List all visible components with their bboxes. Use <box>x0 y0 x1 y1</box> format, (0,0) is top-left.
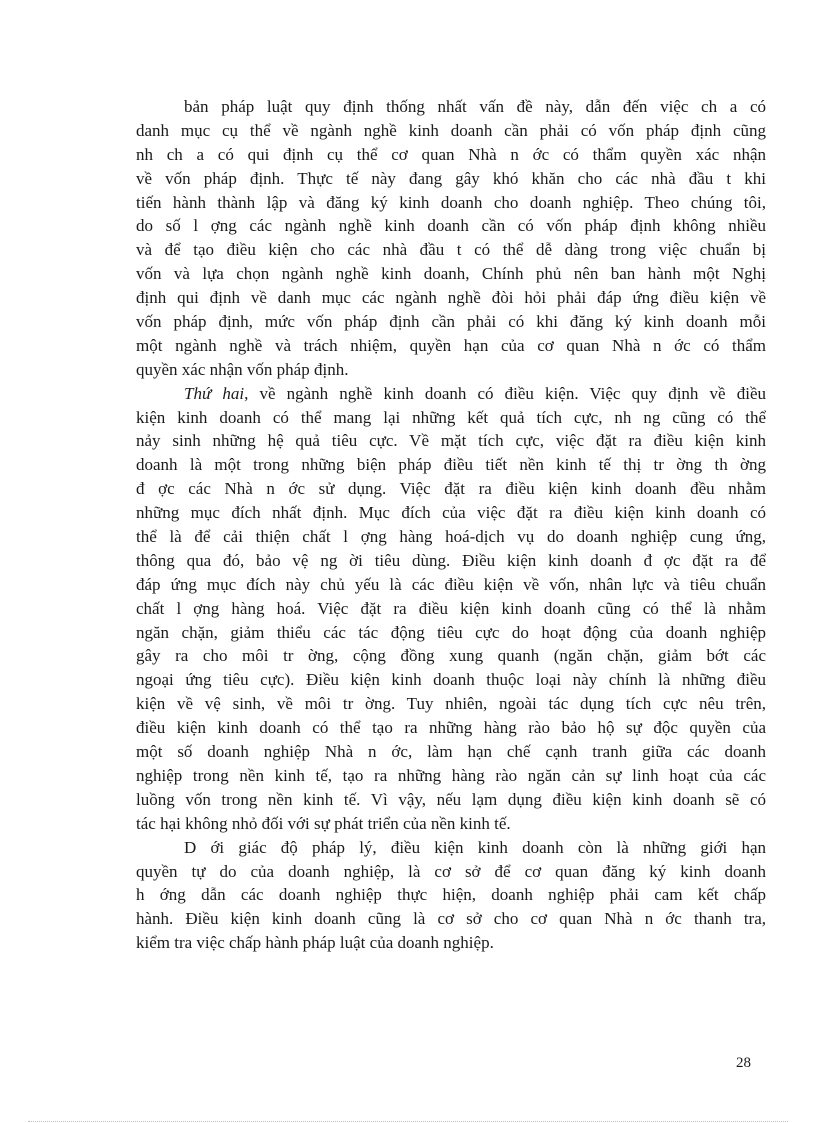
text-line: thông qua đó, bảo vệ ng ời tiêu dùng. Điều kiện kinh doanh đ ợc đặt ra để <box>136 550 766 570</box>
paragraph-2 <box>136 382 766 836</box>
text-line: kiểm tra việc chấp hành pháp luật của doanh nghiệp. <box>136 933 494 953</box>
text-line: vốn pháp định, mức vốn pháp định cần phải có khi đăng ký kinh doanh mỗi <box>136 312 766 332</box>
text-line: và để tạo điều kiện cho các nhà đầu t có thể dễ dàng trong việc chuẩn bị <box>136 240 766 260</box>
text-line: thể là để cải thiện chất l ợng hàng hoá-dịch vụ do doanh nghiệp cung ứng, <box>136 527 766 547</box>
text-line: đ ợc các Nhà n ớc sử dụng. Việc đặt ra điều kiện kinh doanh đều nhằm <box>136 479 766 499</box>
text-line: do số l ợng các ngành nghề kinh doanh cần có vốn pháp định không nhiều <box>136 216 766 236</box>
text-line: gây ra cho môi tr ờng, cộng đồng xung quanh (ngăn chặn, giảm bớt các <box>136 646 766 666</box>
text-line: một ngành nghề và trách nhiệm, quyền hạn của cơ quan Nhà n ớc có thẩm <box>136 335 766 355</box>
text-line: những mục đích nhất định. Mục đích của việc đặt ra điều kiện kinh doanh có <box>136 503 766 523</box>
text-line: hành. Điều kiện kinh doanh cũng là cơ sở cho cơ quan Nhà n ớc thanh tra, <box>136 909 766 929</box>
text-line: chất l ợng hàng hoá. Việc đặt ra điều kiện kinh doanh cũng có thể là nhằm <box>136 598 766 618</box>
text-line: tác hại không nhỏ đối với sự phát triển của nền kinh tế. <box>136 813 511 833</box>
text-line: danh mục cụ thể về ngành nghề kinh doanh cần phải có vốn pháp định cũng <box>136 120 766 140</box>
footer-rule <box>28 1121 788 1122</box>
text-line: kiện về vệ sinh, về môi tr ờng. Tuy nhiên, ngoài tác dụng tích cực nêu trên, <box>136 694 766 714</box>
text-line: luồng vốn trong nền kinh tế. Vì vậy, nếu lạm dụng điều kiện kinh doanh sẽ có <box>136 789 766 809</box>
text-line: doanh là một trong những biện pháp điều tiết nền kinh tế thị tr ờng th ờng <box>136 455 766 475</box>
text-line: quyền tự do của doanh nghiệp, là cơ sở để cơ quan đăng ký kinh doanh <box>136 861 766 881</box>
text-line: vốn và lựa chọn ngành nghề kinh doanh, Chính phủ nên ban hành một Nghị <box>136 264 766 284</box>
text-line: bản pháp luật quy định thống nhất vấn đề này, dẫn đến việc ch a có <box>184 97 766 116</box>
text-span: , về ngành nghề kinh doanh có điều kiện. Việc quy định về điều <box>244 383 766 403</box>
text-line: nảy sinh những hệ quả tiêu cực. Về mặt tích cực, việc đặt ra điều kiện kinh <box>136 431 766 451</box>
text-line: tiến hành thành lập và đăng ký kinh doanh cho doanh nghiệp. Theo chúng tôi, <box>136 192 766 212</box>
text-line: điều kiện kinh doanh có thể tạo ra những hàng rào bảo hộ sự độc quyền của <box>136 718 766 738</box>
italic-lead: Thứ hai <box>184 383 245 403</box>
text-line: nghiệp trong nền kinh tế, tạo ra những hàng rào ngăn cản sự linh hoạt của các <box>136 765 766 785</box>
paragraph-1 <box>136 95 766 382</box>
text-line: một số doanh nghiệp Nhà n ớc, làm hạn chế cạnh tranh giữa các doanh <box>136 742 766 762</box>
text-line: h ớng dẫn các doanh nghiệp thực hiện, doanh nghiệp phải cam kết chấp <box>136 885 766 905</box>
page-body <box>136 95 766 955</box>
text-line: D ới giác độ pháp lý, điều kiện kinh doanh còn là những giới hạn <box>184 837 766 857</box>
text-line: nh ch a có qui định cụ thể cơ quan Nhà n ớc có thẩm quyền xác nhận <box>136 144 766 164</box>
page-number: 28 <box>736 1055 751 1071</box>
text-line: định qui định về danh mục các ngành nghề đòi hỏi phải đáp ứng điều kiện về <box>136 288 766 308</box>
text-line: kiện kinh doanh có thể mang lại những kết quả tích cực, nh ng cũng có thể <box>136 407 766 427</box>
text-line: đáp ứng mục đích này chủ yếu là các điều kiện về vốn, nhân lực và tiêu chuẩn <box>136 574 766 594</box>
text-line: quyền xác nhận vốn pháp định. <box>136 359 349 379</box>
text-line <box>136 382 766 406</box>
text-line: về vốn pháp định. Thực tế này đang gây khó khăn cho các nhà đầu t khi <box>136 168 766 188</box>
text-line: ngoại ứng tiêu cực). Điều kiện kinh doanh thuộc loại này chính là những điều <box>136 670 766 690</box>
paragraph-3 <box>136 836 766 955</box>
text-line: ngăn chặn, giảm thiểu các tác động tiêu cực do hoạt động của doanh nghiệp <box>136 622 766 642</box>
